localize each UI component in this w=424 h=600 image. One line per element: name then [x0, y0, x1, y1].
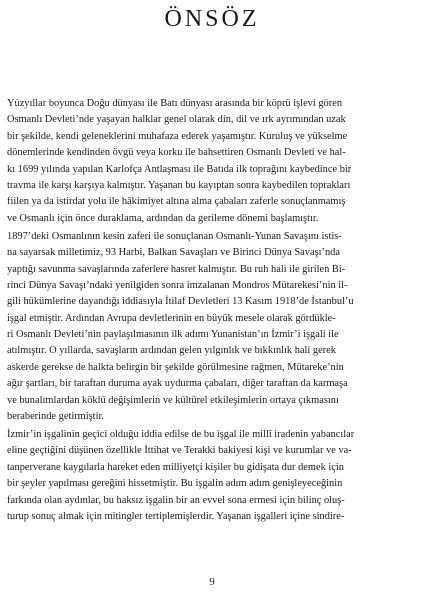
text-line: turup sonuç almak için mitingler tertiplemişlerdir. Yaşanan işgalleri içine sindire- [7, 510, 345, 522]
text-line: bir şekilde, kendi geleneklerini muhafaza ederek yaşamıştır. Kuruluş ve yükselme [7, 130, 348, 142]
text-line: farkında olan aydınlar, bu haksız işgalin bir an evvel sona ermesi için bilinç oluş- [7, 494, 345, 506]
text-line: 1897’deki Osmanlının kesin zaferi ile sonuçlanan Osmanlı-Yunan Savaşını istis- [7, 230, 342, 242]
body-text [7, 96, 411, 525]
text-line: Osmanlı Devleti’nde yaşayan halklar genel olarak din, dil ve ırk ayrımından uzak [7, 114, 346, 126]
text-line: ve Osmanlı için önce duraklama, ardından da gerileme dönemi başlamıştır. [7, 212, 319, 224]
text-line: bir şeyler yapılması gereğini hissetmiştir. Bu işgalin adım adım genişleyeceğinin [7, 478, 343, 490]
text-line: yaptığı savunma savaşlarında zaferlere hasret kalmıştır. Bu ruh hali ile girilen Bi- [7, 263, 346, 275]
text-line: askerde gerekse de halkta belirgin bir şekilde görülmesine rağmen, Mütareke’nin [7, 361, 344, 373]
text-line: dönemlerinde kendinden övgü veya korku ile bahsettiren Osmanlı Devleti ve hal- [7, 147, 346, 159]
text-line: ve bunalımlardan köklü değişimlerin ve kültürel etkileşimlerin ortaya çıkmasını [7, 394, 339, 406]
text-line: Yüzyıllar boyunca Doğu dünyası ile Batı dünyası arasında bir köprü işlevi gören [7, 98, 343, 109]
text-line: beraberinde getirmiştir. [7, 411, 104, 423]
text-line: atılmıştır. O yıllarda, savaşların ardından gelen yılgınlık ve bıkkınlık hali gerek [7, 345, 336, 357]
paragraph-3 [7, 427, 411, 525]
page-number: 9 [209, 576, 215, 588]
text-line: ağır şartları, bir taraftan duruma ayak uydurma çabaları, diğer taraftan da karmaşa [7, 378, 348, 390]
text-line: kı 1699 yılında yapılan Karlofça Antlaşması ile Batıda ilk toprağını kaybedince bir [7, 163, 352, 175]
text-line: eline geçtiğini düşünen özellikle İttihat ve Terakki bakiyesi kişi ve kurumlar ve va- [7, 445, 352, 457]
text-line: fiilen ya da istirdat yolu ile hâkimiyet altına alma çabaları zaferle sonuçlanmamış [7, 196, 346, 208]
text-line: işgal etmiştir. Ardından Avrupa devletlerinin en büyük mesele olarak gördükle- [7, 312, 336, 324]
text-line: travma ile karşı karşıya kalmıştır. Yaşanan bu kayıptan sonra kaybedilen toprakları [7, 179, 351, 191]
paragraph-2 [7, 229, 411, 426]
page-title: ÖNSÖZ [164, 6, 260, 32]
text-line: İzmir’in işgalinin geçici olduğu iddia edilse de bu işgal ile millî iradenin yabancılar [7, 429, 355, 440]
text-line: na sayarsak milletimiz, 93 Harbi, Balkan Savaşları ve Birinci Dünya Savaşı’nda [7, 247, 340, 259]
text-line: rinci Dünya Savaşı’ndaki yenilgiden sonra imzalanan Mondros Mütarekesi’nin il- [7, 279, 348, 291]
text-line: gili hükümlerine dayandığı iddiasıyla İtilaf Devletleri 13 Kasım 1918’de İstanbul’u [7, 296, 354, 308]
text-line: ri Osmanlı Devleti’nin paylaşılmasının ilk adımı Yunanistan’ın İzmir’i işgali ile [7, 329, 339, 341]
text-line: tanperverane kaygılarla hareket eden milliyetçi kişiler bu gidişata dur demek için [7, 461, 344, 473]
paragraph-1 [7, 96, 411, 227]
